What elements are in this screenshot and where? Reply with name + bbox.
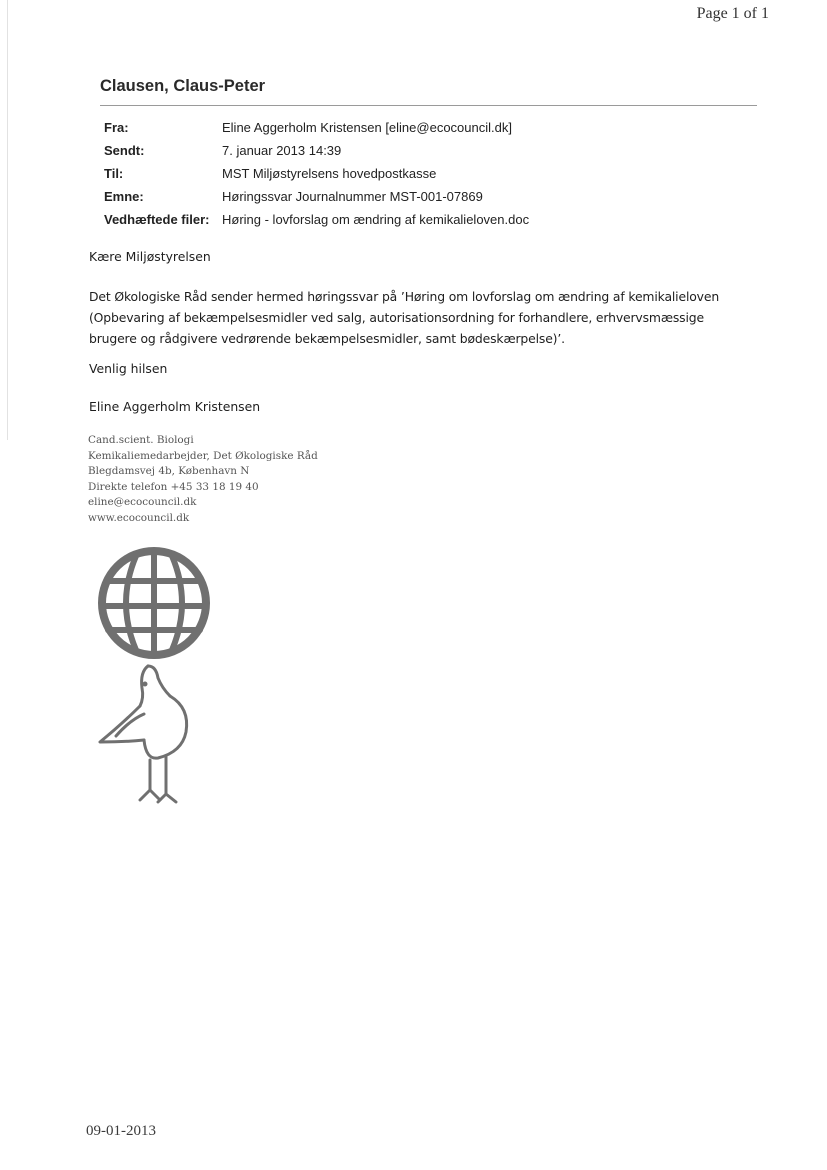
sent-row [104,139,529,162]
attachments-value: Høring - lovforslag om ændring af kemikalieloven.doc [222,212,530,227]
paragraph-line: (Opbevaring af bekæmpelsesmidler ved salg, autorisationsordning for forhandlere, erhvervsmæssige [89,310,704,325]
signature-email: eline@ecocouncil.dk [88,496,197,508]
to-row [104,162,529,185]
sent-value: 7. januar 2013 14:39 [222,143,342,158]
attachments-row [104,208,529,231]
signature-title: Cand.scient. Biologi [88,434,194,446]
sender-heading: Clausen, Claus-Peter [100,77,266,95]
subject-label: Emne: [104,189,144,204]
subject-value: Høringssvar Journalnummer MST-001-07869 [222,189,483,204]
attachments-label: Vedhæftede filer: [104,212,210,227]
signature-address: Blegdamsvej 4b, København N [88,465,250,477]
email-header-table [104,116,529,231]
from-label: Fra: [104,120,129,135]
from-row [104,116,529,139]
scan-margin-line [7,0,8,440]
signature-phone: Direkte telefon +45 33 18 19 40 [88,480,259,493]
heading-divider [100,105,757,106]
to-label: Til: [104,166,124,181]
footer-date: 09-01-2013 [86,1123,156,1139]
signer-name: Eline Aggerholm Kristensen [89,399,261,414]
main-paragraph [89,286,749,349]
to-value: MST Miljøstyrelsens hovedpostkasse [222,166,437,181]
paragraph-line: Det Økologiske Råd sender hermed høringssvar på ’Høring om lovforslag om ændring af kemikalieloven [89,289,720,304]
globe-bird-logo-icon [86,538,226,808]
from-value: Eline Aggerholm Kristensen [eline@ecocouncil.dk] [222,120,512,135]
sent-label: Sendt: [104,143,145,158]
page-number: Page 1 of 1 [696,5,769,22]
closing: Venlig hilsen [89,361,168,376]
paragraph-line: brugere og rådgivere vedrørende bekæmpelsesmidler, samt bødeskærpelse)’. [89,331,565,346]
signature-block [88,433,318,526]
subject-row [104,185,529,208]
signature-role: Kemikaliemedarbejder, Det Økologiske Råd [88,449,318,462]
signature-website: www.ecocouncil.dk [88,511,190,524]
salutation: Kære Miljøstyrelsen [89,249,211,264]
